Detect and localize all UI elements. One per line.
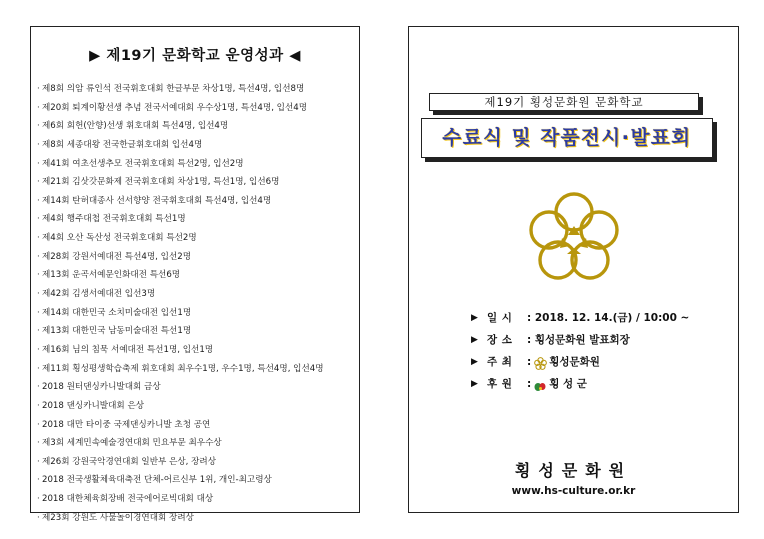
- bullet-icon: ·: [37, 289, 40, 300]
- list-item-text: 제28회 강원서예대전 특선4명, 입선2명: [42, 251, 192, 262]
- list-item-text: 제21회 김삿갓문화제 전국휘호대회 차상1명, 특선1명, 입선6명: [42, 177, 280, 188]
- info-value: : 2018. 12. 14.(금) / 10:00 ~: [527, 312, 690, 324]
- list-item: [37, 229, 357, 248]
- list-item-text: 제11회 횡성평생학습축제 휘호대회 최우수1명, 우수1명, 특선4명, 입선4명: [42, 363, 324, 374]
- bullet-icon: ·: [37, 438, 40, 449]
- list-item: [37, 360, 357, 379]
- info-row: [471, 351, 733, 373]
- bullet-icon: ·: [37, 344, 40, 355]
- bullet-icon: ·: [37, 270, 40, 281]
- bullet-icon: ·: [37, 233, 40, 244]
- list-item-text: 제8회 의암 류인석 전국휘호대회 한글부문 차상1명, 특선4명, 입선8명: [42, 84, 305, 94]
- info-value: 횡 성 군: [549, 378, 587, 390]
- organization-name: 횡성문화원: [514, 461, 633, 480]
- bullet-icon: ·: [37, 382, 40, 393]
- list-item-text: 2018 댄싱카니발대회 은상: [42, 400, 145, 411]
- list-item-text: 제6회 회헌(안향)선생 휘호대회 특선4명, 입선4명: [42, 121, 229, 132]
- list-item-text: 2018 대한체육회장배 전국에어로빅대회 대상: [42, 494, 214, 505]
- county-logo-icon: [534, 378, 547, 391]
- list-item-text: 제42회 김생서예대전 입선3명: [42, 289, 156, 300]
- results-title: ▶ 제19기 문화학교 운영성과 ◀: [89, 48, 301, 64]
- list-item: [37, 378, 357, 397]
- info-row: [471, 307, 733, 329]
- bullet-icon: ·: [37, 512, 40, 523]
- list-item: [37, 341, 357, 360]
- bullet-icon: ·: [37, 84, 40, 94]
- list-item-text: 2018 전국생활체육대축전 단체-어르신부 1위, 개인-최고령상: [42, 475, 272, 486]
- info-row: [471, 373, 733, 395]
- triangle-bullet-icon: ▶: [471, 357, 478, 367]
- list-item: [37, 80, 357, 99]
- list-item-text: 제16회 님의 침묵 서예대전 특선1명, 입선1명: [42, 344, 214, 355]
- list-item-text: 제13회 운곡서예문인화대전 특선6명: [42, 270, 181, 281]
- bullet-icon: ·: [37, 363, 40, 374]
- bullet-icon: ·: [37, 307, 40, 318]
- list-item-text: 제26회 강원국악경연대회 일반부 은상, 장려상: [42, 456, 217, 467]
- bullet-icon: ·: [37, 400, 40, 411]
- list-item-text: 제13회 대한민국 남동미술대전 특선1명: [42, 326, 192, 337]
- list-item: [37, 99, 357, 118]
- list-item: [37, 210, 357, 229]
- info-value: : 횡성문화원 발표회장: [527, 334, 630, 346]
- list-item-text: 2018 대만 타이중 국제댄싱카니발 초청 공연: [42, 419, 211, 430]
- bullet-icon: ·: [37, 195, 40, 206]
- list-item: [37, 285, 357, 304]
- bullet-icon: ·: [37, 121, 40, 132]
- info-label: 일 시: [487, 312, 513, 324]
- triangle-bullet-icon: ▶: [471, 335, 478, 345]
- triangle-bullet-icon: ▶: [471, 313, 478, 323]
- bullet-icon: ·: [37, 475, 40, 486]
- list-item: [37, 453, 357, 472]
- list-item: [37, 397, 357, 416]
- list-item: [37, 322, 357, 341]
- bullet-icon: ·: [37, 139, 40, 150]
- results-list: [37, 80, 357, 527]
- list-item-text: 제4회 오산 독산성 전국휘호대회 특선2명: [42, 233, 197, 244]
- info-label: 주 최: [487, 356, 513, 368]
- list-item: [37, 266, 357, 285]
- triangle-bullet-icon: ▶: [471, 379, 478, 389]
- list-item-text: 제3회 세계민속예술경연대회 민요부문 최우수상: [42, 438, 222, 449]
- bullet-icon: ·: [37, 158, 40, 169]
- info-value: 횡성문화원: [549, 356, 600, 368]
- bullet-icon: ·: [37, 102, 40, 113]
- bullet-icon: ·: [37, 456, 40, 467]
- list-item: [37, 117, 357, 136]
- list-item-text: 제14회 대한민국 소치미술대전 입선1명: [42, 307, 192, 318]
- list-item: [37, 434, 357, 453]
- bullet-icon: ·: [37, 251, 40, 262]
- list-item: [37, 490, 357, 509]
- culture-center-logo-icon: [534, 356, 547, 369]
- banner-main: 수료식 및 작품전시·발표회: [421, 118, 713, 158]
- list-item: [37, 136, 357, 155]
- bullet-icon: ·: [37, 214, 40, 225]
- info-row: [471, 329, 733, 351]
- website-url[interactable]: www.hs-culture.or.kr: [511, 485, 636, 497]
- colon-separator: :: [527, 378, 532, 390]
- list-item-text: 제14회 탄허대종사 선서향양 전국휘호대회 특선4명, 입선4명: [42, 195, 272, 206]
- list-item-text: 제23회 강원도 사물놀이경연대회 장려상: [42, 512, 194, 523]
- list-item: [37, 155, 357, 174]
- list-item: [37, 192, 357, 211]
- list-item-text: 제8회 세종대왕 전국한글휘호대회 입선4명: [42, 139, 203, 150]
- list-item: [37, 509, 357, 528]
- list-item: [37, 173, 357, 192]
- colon-separator: :: [527, 356, 532, 368]
- bullet-icon: ·: [37, 419, 40, 430]
- list-item: [37, 416, 357, 435]
- list-item: [37, 248, 357, 267]
- flower-emblem-icon: [524, 190, 624, 290]
- list-item-text: 2018 원터댄싱카니발대회 금상: [42, 382, 161, 393]
- bullet-icon: ·: [37, 326, 40, 337]
- bullet-icon: ·: [37, 177, 40, 188]
- list-item-text: 제4회 행주대첩 전국휘호대회 특선1명: [42, 214, 186, 225]
- list-item: [37, 471, 357, 490]
- banner-top: 제19기 횡성문화원 문화학교: [429, 93, 699, 111]
- list-item-text: 제41회 여초선생추모 전국휘호대회 특선2명, 입선2명: [42, 158, 244, 169]
- list-item: [37, 304, 357, 323]
- event-info: [471, 307, 733, 395]
- bullet-icon: ·: [37, 494, 40, 505]
- left-page: [30, 26, 360, 523]
- right-page: [408, 26, 739, 513]
- info-label: 장 소: [487, 334, 513, 346]
- list-item-text: 제20회 퇴계이황선생 추념 전국서예대회 우수상1명, 특선4명, 입선4명: [42, 102, 308, 113]
- info-label: 후 원: [487, 378, 513, 390]
